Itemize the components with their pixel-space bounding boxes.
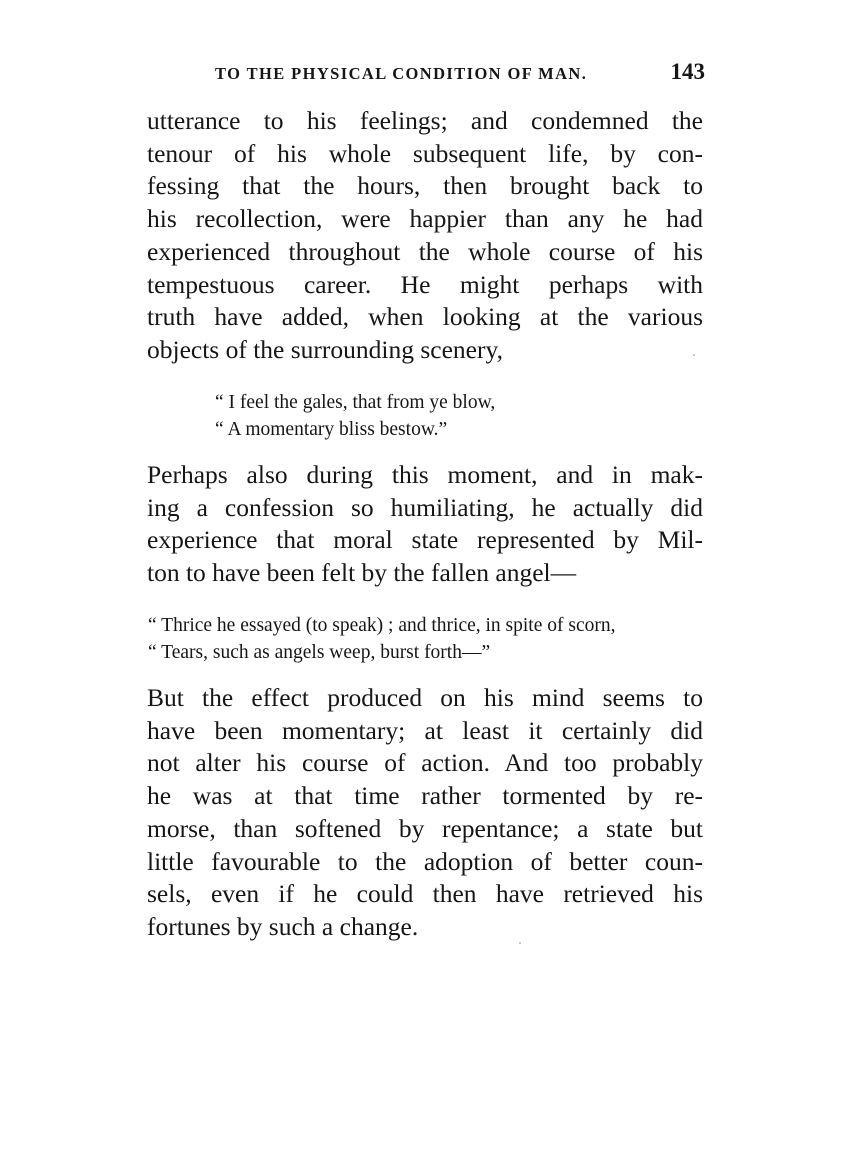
text-line: ton to have been felt by the fallen angel—	[147, 558, 577, 588]
verse-quote-2	[148, 612, 615, 666]
page-number: 143	[670, 59, 705, 84]
scan-speck	[693, 354, 695, 356]
running-head	[147, 59, 705, 88]
verse-line: “ Thrice he essayed (to speak) ; and thrice, in spite of scorn,	[148, 615, 616, 636]
text-line: tenour of his whole subsequent life, by con-	[147, 138, 703, 168]
text-line: utterance to his feelings; and condemned the	[147, 106, 703, 135]
text-line: truth have added, when looking at the various	[147, 302, 703, 332]
text-line: sels, even if he could then have retrieved his	[147, 879, 703, 909]
text-line: little favourable to the adoption of better coun-	[147, 846, 703, 876]
text-line: his recollection, were happier than any he had	[147, 204, 703, 234]
text-line: he was at that time rather tormented by re-	[147, 781, 703, 811]
paragraph-2	[147, 459, 703, 590]
text-line: morse, than softened by repentance; a state but	[147, 813, 703, 843]
verse-line: “ I feel the gales, that from ye blow,	[215, 392, 496, 413]
text-line: objects of the surrounding scenery,	[147, 334, 503, 364]
text-line: not alter his course of action. And too probably	[147, 748, 703, 778]
text-line: experience that moral state represented by Mil-	[147, 525, 703, 555]
verse-line: “ Tears, such as angels weep, burst forth—”	[148, 642, 491, 663]
text-line: experienced throughout the whole course of his	[147, 236, 703, 266]
verse-quote-1	[215, 389, 495, 443]
text-line: fessing that the hours, then brought back to	[147, 171, 703, 201]
text-line: But the effect produced on his mind seems to	[147, 683, 703, 712]
running-title: TO THE PHYSICAL CONDITION OF MAN.	[215, 64, 588, 83]
text-line: Perhaps also during this moment, and in mak-	[147, 460, 703, 489]
scan-speck	[519, 942, 521, 944]
text-line: have been momentary; at least it certainly did	[147, 715, 703, 745]
paragraph-1	[147, 105, 703, 367]
verse-line: “ A momentary bliss bestow.”	[215, 419, 448, 440]
paragraph-3	[147, 682, 703, 944]
text-line: fortunes by such a change.	[147, 911, 419, 941]
text-line: tempestuous career. He might perhaps with	[147, 269, 703, 299]
text-line: ing a confession so humiliating, he actually did	[147, 492, 703, 522]
